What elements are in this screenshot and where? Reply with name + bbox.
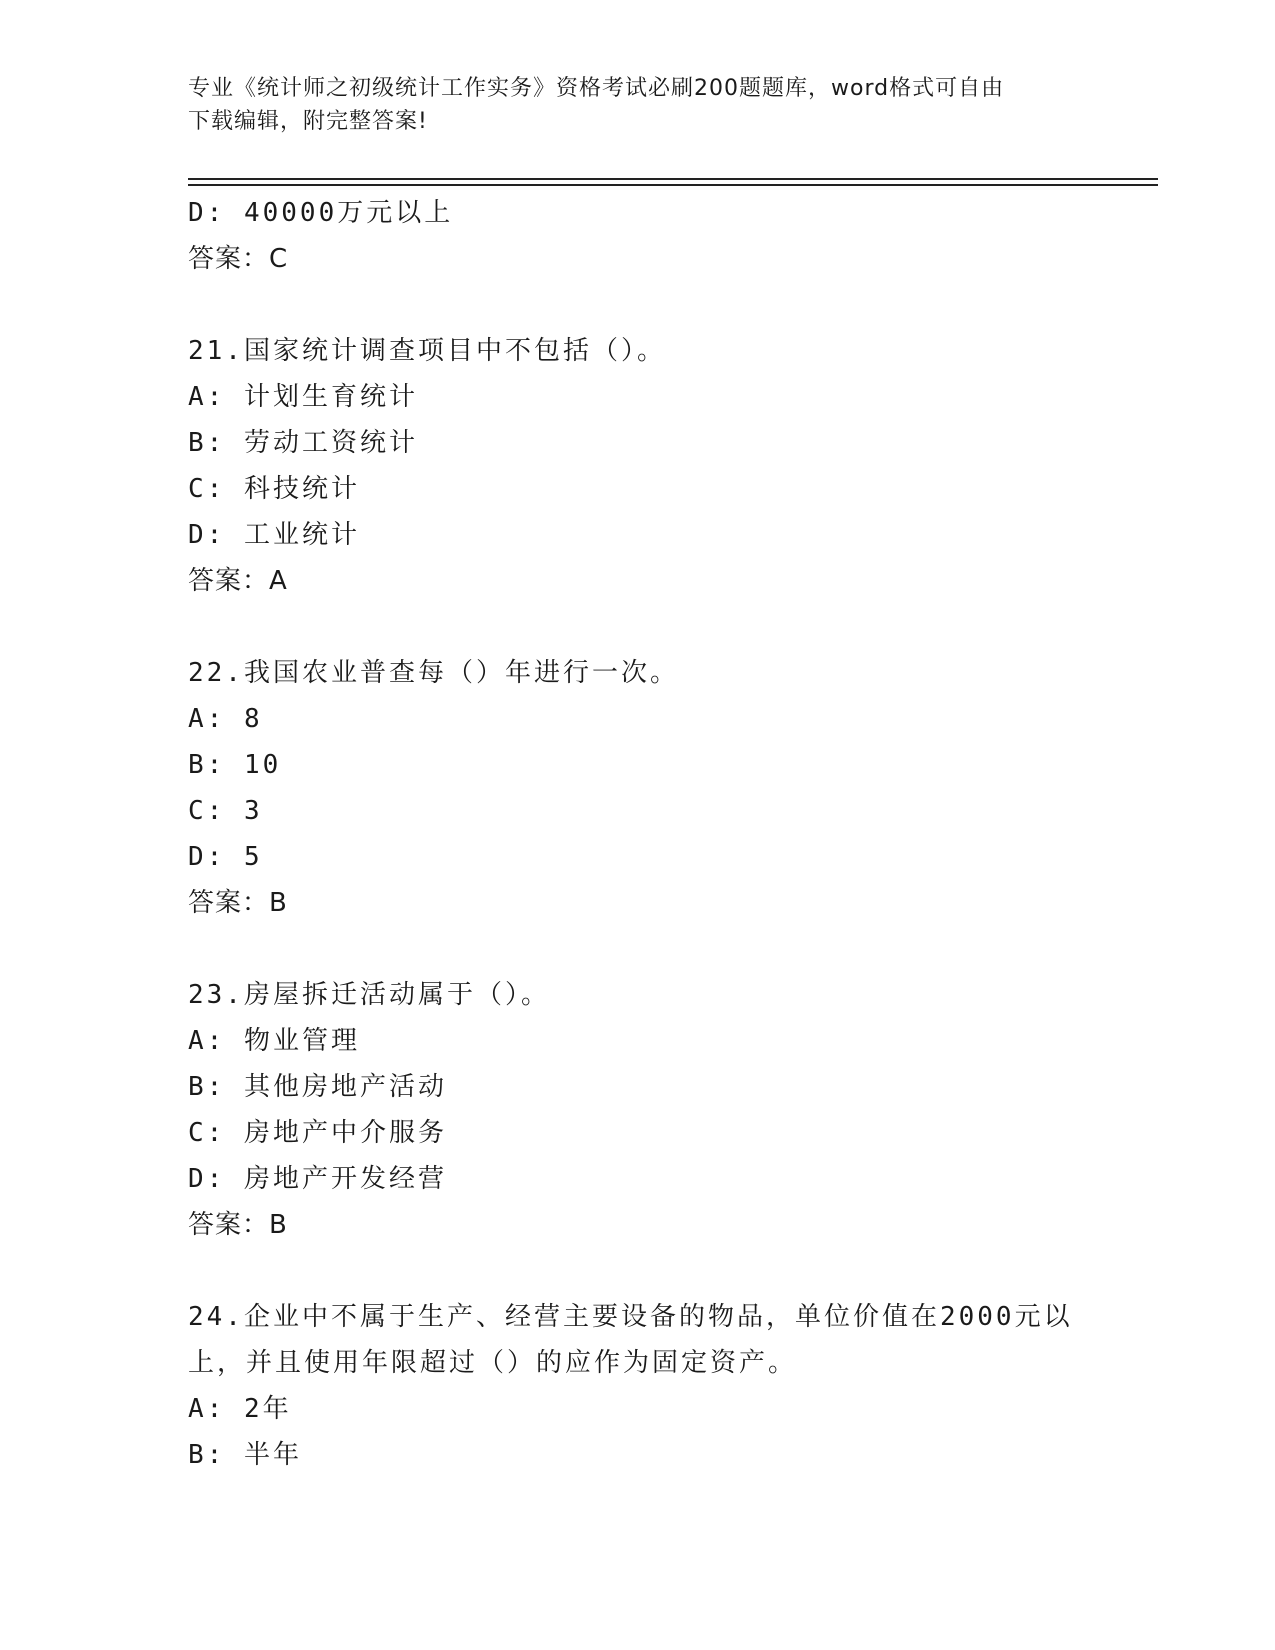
header-title-line-2: 下载编辑，附完整答案! [188, 109, 428, 134]
option-a: A: 2年 [188, 1394, 292, 1424]
option-b: B: 10 [188, 750, 282, 780]
answer: 答案：B [188, 1210, 288, 1240]
option-d: D: 工业统计 [188, 520, 360, 550]
question-stem-line-1: 24.企业中不属于生产、经营主要设备的物品，单位价值在2000元以 [188, 1302, 1073, 1332]
prev-option-d: D: 40000万元以上 [188, 198, 454, 228]
spacer [188, 926, 1088, 972]
answer: 答案：A [188, 566, 288, 596]
question-22 [188, 650, 1088, 926]
option-a: A: 物业管理 [188, 1026, 360, 1056]
option-b: B: 其他房地产活动 [188, 1072, 447, 1102]
header-divider-bottom [188, 184, 1158, 186]
prev-answer: 答案：C [188, 244, 289, 274]
spacer [188, 282, 1088, 328]
question-stem-line-2: 上，并且使用年限超过（）的应作为固定资产。 [188, 1348, 798, 1378]
option-b: B: 半年 [188, 1440, 302, 1470]
option-a: A: 8 [188, 704, 263, 734]
question-23 [188, 972, 1088, 1248]
question-list [188, 190, 1088, 1478]
option-a: A: 计划生育统计 [188, 382, 418, 412]
option-d: D: 房地产开发经营 [188, 1164, 447, 1194]
header-divider-top [188, 178, 1158, 180]
option-d: D: 5 [188, 842, 263, 872]
question-stem: 22.我国农业普查每（）年进行一次。 [188, 658, 679, 688]
answer: 答案：B [188, 888, 288, 918]
header-title-line-1: 专业《统计师之初级统计工作实务》资格考试必刷200题题库，word格式可自由 [188, 76, 1005, 101]
option-c: C: 房地产中介服务 [188, 1118, 447, 1148]
spacer [188, 1248, 1088, 1294]
spacer [188, 604, 1088, 650]
option-c: C: 3 [188, 796, 263, 826]
question-stem: 23.房屋拆迁活动属于（）。 [188, 980, 550, 1010]
document-header [188, 72, 1088, 138]
question-21 [188, 328, 1088, 604]
question-24 [188, 1294, 1088, 1478]
option-b: B: 劳动工资统计 [188, 428, 418, 458]
option-c: C: 科技统计 [188, 474, 360, 504]
question-stem: 21.国家统计调查项目中不包括（）。 [188, 336, 666, 366]
